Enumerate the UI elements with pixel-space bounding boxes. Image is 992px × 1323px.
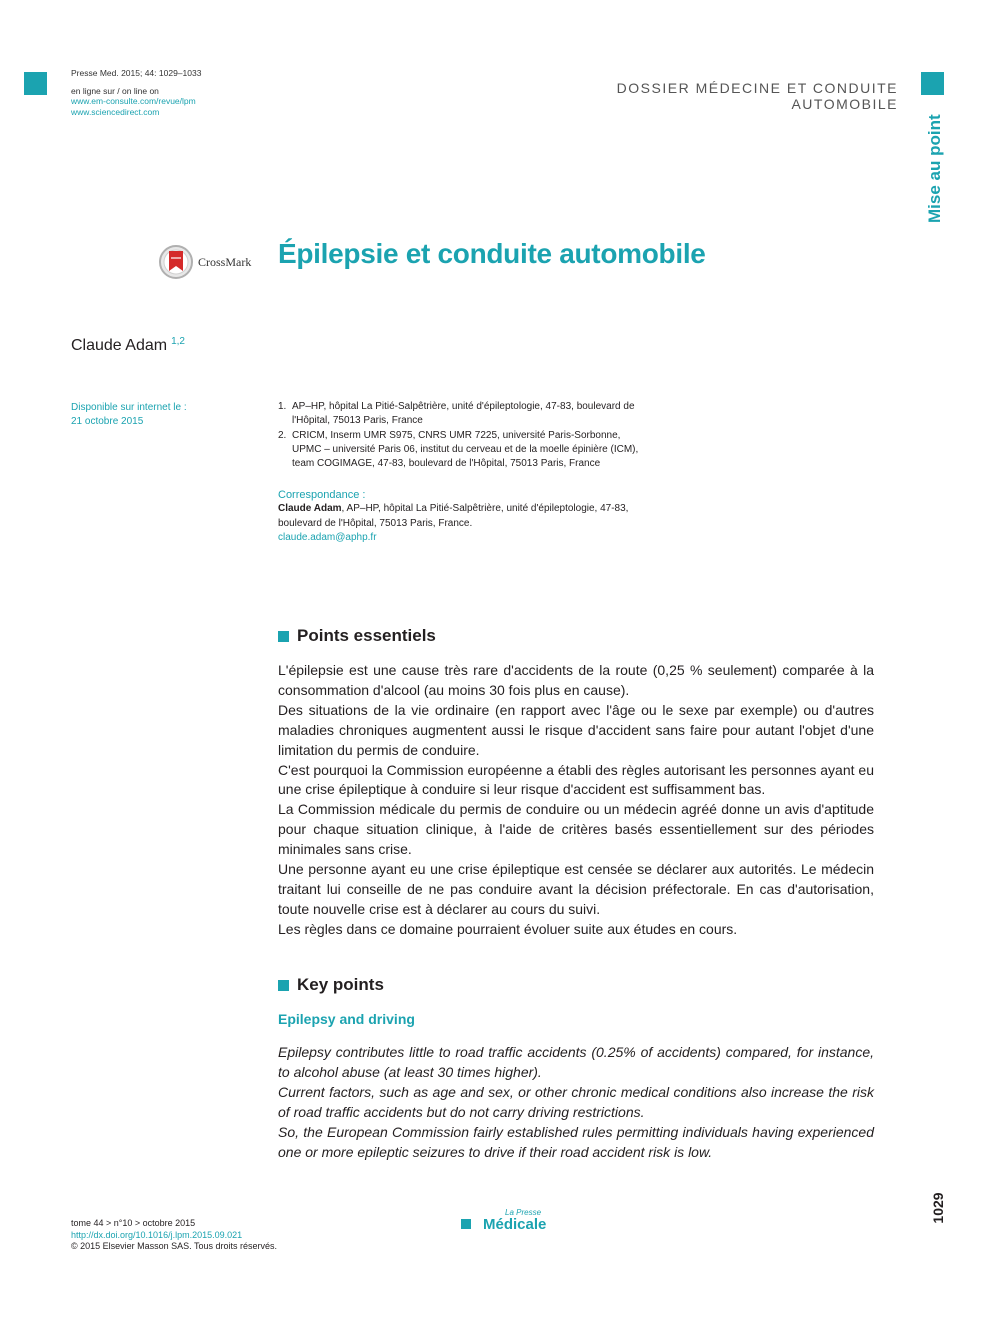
dossier-title: DOSSIER MÉDECINE ET CONDUITE AUTOMOBILE <box>616 80 898 112</box>
points-essentiels-title: Points essentiels <box>297 626 436 645</box>
author-affiliation-refs: 1,2 <box>171 336 185 347</box>
online-label: en ligne sur / on line on <box>71 85 159 96</box>
availability-label: Disponible sur internet le : <box>71 402 187 413</box>
correspondence-heading: Correspondance : <box>278 489 366 501</box>
affiliation-number: 2. <box>278 429 287 441</box>
affiliation-line: team COGIMAGE, 47-83, boulevard de l'Hôpital, 75013 Paris, France <box>292 458 601 470</box>
footer-info <box>71 1218 277 1253</box>
author-name: Claude Adam <box>71 337 168 354</box>
correspondence-name: Claude Adam <box>278 503 342 515</box>
corner-square-left <box>24 72 47 95</box>
journal-url-link[interactable]: www.em-consulte.com/revue/lpm <box>71 96 196 106</box>
affiliation-2 <box>278 429 698 472</box>
affiliation-line: CRICM, Inserm UMR S975, CNRS UMR 7225, université Paris-Sorbonne, <box>292 429 621 441</box>
paragraph: L'épilepsie est une cause très rare d'accidents de la route (0,25 % seulement) comparée à la consommation d'alcool (au moins 30 fois plus en cause). <box>278 662 874 698</box>
paragraph: Current factors, such as age and sex, or other chronic medical conditions also increase the risk of road traffic accidents but do not carry driving restrictions. <box>278 1083 874 1120</box>
points-essentiels-heading <box>278 626 436 646</box>
section-side-label: Mise au point <box>925 114 944 223</box>
copyright: © 2015 Elsevier Masson SAS. Tous droits réservés. <box>71 1241 278 1251</box>
key-points-heading <box>278 975 384 995</box>
paragraph: Une personne ayant eu une crise épileptique est censée se déclarer aux autorités. Le médecin traitant lui conseille de ne pas conduire avant la décision préfectorale. En cas d'autorisation, toute nouvelle crise est à déclarer au cours du suivi. <box>278 861 874 917</box>
correspondence-address-1: , AP–HP, hôpital La Pitié-Salpêtrière, unité d'épileptologie, 47-83, <box>341 503 629 515</box>
page-number: 1029 <box>930 1192 946 1224</box>
paragraph: C'est pourquoi la Commission européenne a établi des règles autorisant les personnes ayant eu une crise épileptique à conduire si leur risque d'accident est suffisamment bas. <box>278 761 874 798</box>
crossmark-badge[interactable] <box>158 244 251 280</box>
paragraph: So, the European Commission fairly established rules permitting individuals having experienced one or more epileptic seizures to drive if their road accident risk is low. <box>278 1123 874 1160</box>
logo-big-text: Médicale <box>483 1216 547 1233</box>
paragraph: Epilepsy contributes little to road traffic accidents (0.25% of accidents) compared, for instance, to alcohol abuse (at least 30 times higher). <box>278 1044 874 1080</box>
affiliation-number: 1. <box>278 401 287 412</box>
affiliation-line: UPMC – université Paris 06, institut du cerveau et de la moelle épinière (ICM), <box>292 443 639 455</box>
issue-info: tome 44 > n°10 > octobre 2015 <box>71 1218 196 1228</box>
affiliations <box>278 400 698 471</box>
logo-bullet-icon <box>461 1219 471 1229</box>
doi-link[interactable]: http://dx.doi.org/10.1016/j.lpm.2015.09.021 <box>71 1229 243 1240</box>
journal-meta <box>71 68 201 117</box>
correspondence-line-1 <box>278 502 698 516</box>
affiliation-line: AP–HP, hôpital La Pitié-Salpêtrière, unité d'épileptologie, 47-83, boulevard de <box>292 401 635 412</box>
author <box>71 336 185 355</box>
paragraph: Des situations de la vie ordinaire (en rapport avec l'âge ou le sexe par exemple) ou d'autres maladies chroniques augmentent aussi le risque d'accident sans faire pour autant l'objet d'une limitation du permis de conduire. <box>278 701 874 758</box>
article-title: Épilepsie et conduite automobile <box>278 238 706 269</box>
correspondence <box>278 488 698 545</box>
paragraph: Les règles dans ce domaine pourraient évoluer suite aux études en cours. <box>278 920 738 937</box>
key-points-subheading: Epilepsy and driving <box>278 1011 415 1027</box>
section-bullet-icon <box>278 631 289 642</box>
points-essentiels-body <box>278 661 874 940</box>
crossmark-label: CrossMark <box>198 254 252 269</box>
correspondence-address-2: boulevard de l'Hôpital, 75013 Paris, France. <box>278 517 473 529</box>
key-points-title: Key points <box>297 975 384 994</box>
journal-reference: Presse Med. 2015; 44: 1029–1033 <box>71 68 202 78</box>
affiliation-line: l'Hôpital, 75013 Paris, France <box>292 415 423 427</box>
corner-square-right <box>921 72 944 95</box>
affiliation-1 <box>278 400 698 429</box>
crossmark-icon <box>158 244 194 280</box>
availability-info <box>71 401 187 429</box>
section-bullet-icon <box>278 980 289 991</box>
journal-logo <box>461 1209 546 1232</box>
correspondence-email-link[interactable]: claude.adam@aphp.fr <box>278 531 377 543</box>
availability-date: 21 octobre 2015 <box>71 416 144 427</box>
paragraph: La Commission médicale du permis de conduire ou un médecin agréé donne un avis d'aptitude pour chaque situation clinique, à l'aide de critères basés essentiellement sur des périodes minimales sans crise. <box>278 801 874 858</box>
key-points-body <box>278 1043 874 1162</box>
logo-small-text: La Presse <box>505 1208 542 1217</box>
sciencedirect-link[interactable]: www.sciencedirect.com <box>71 106 160 117</box>
